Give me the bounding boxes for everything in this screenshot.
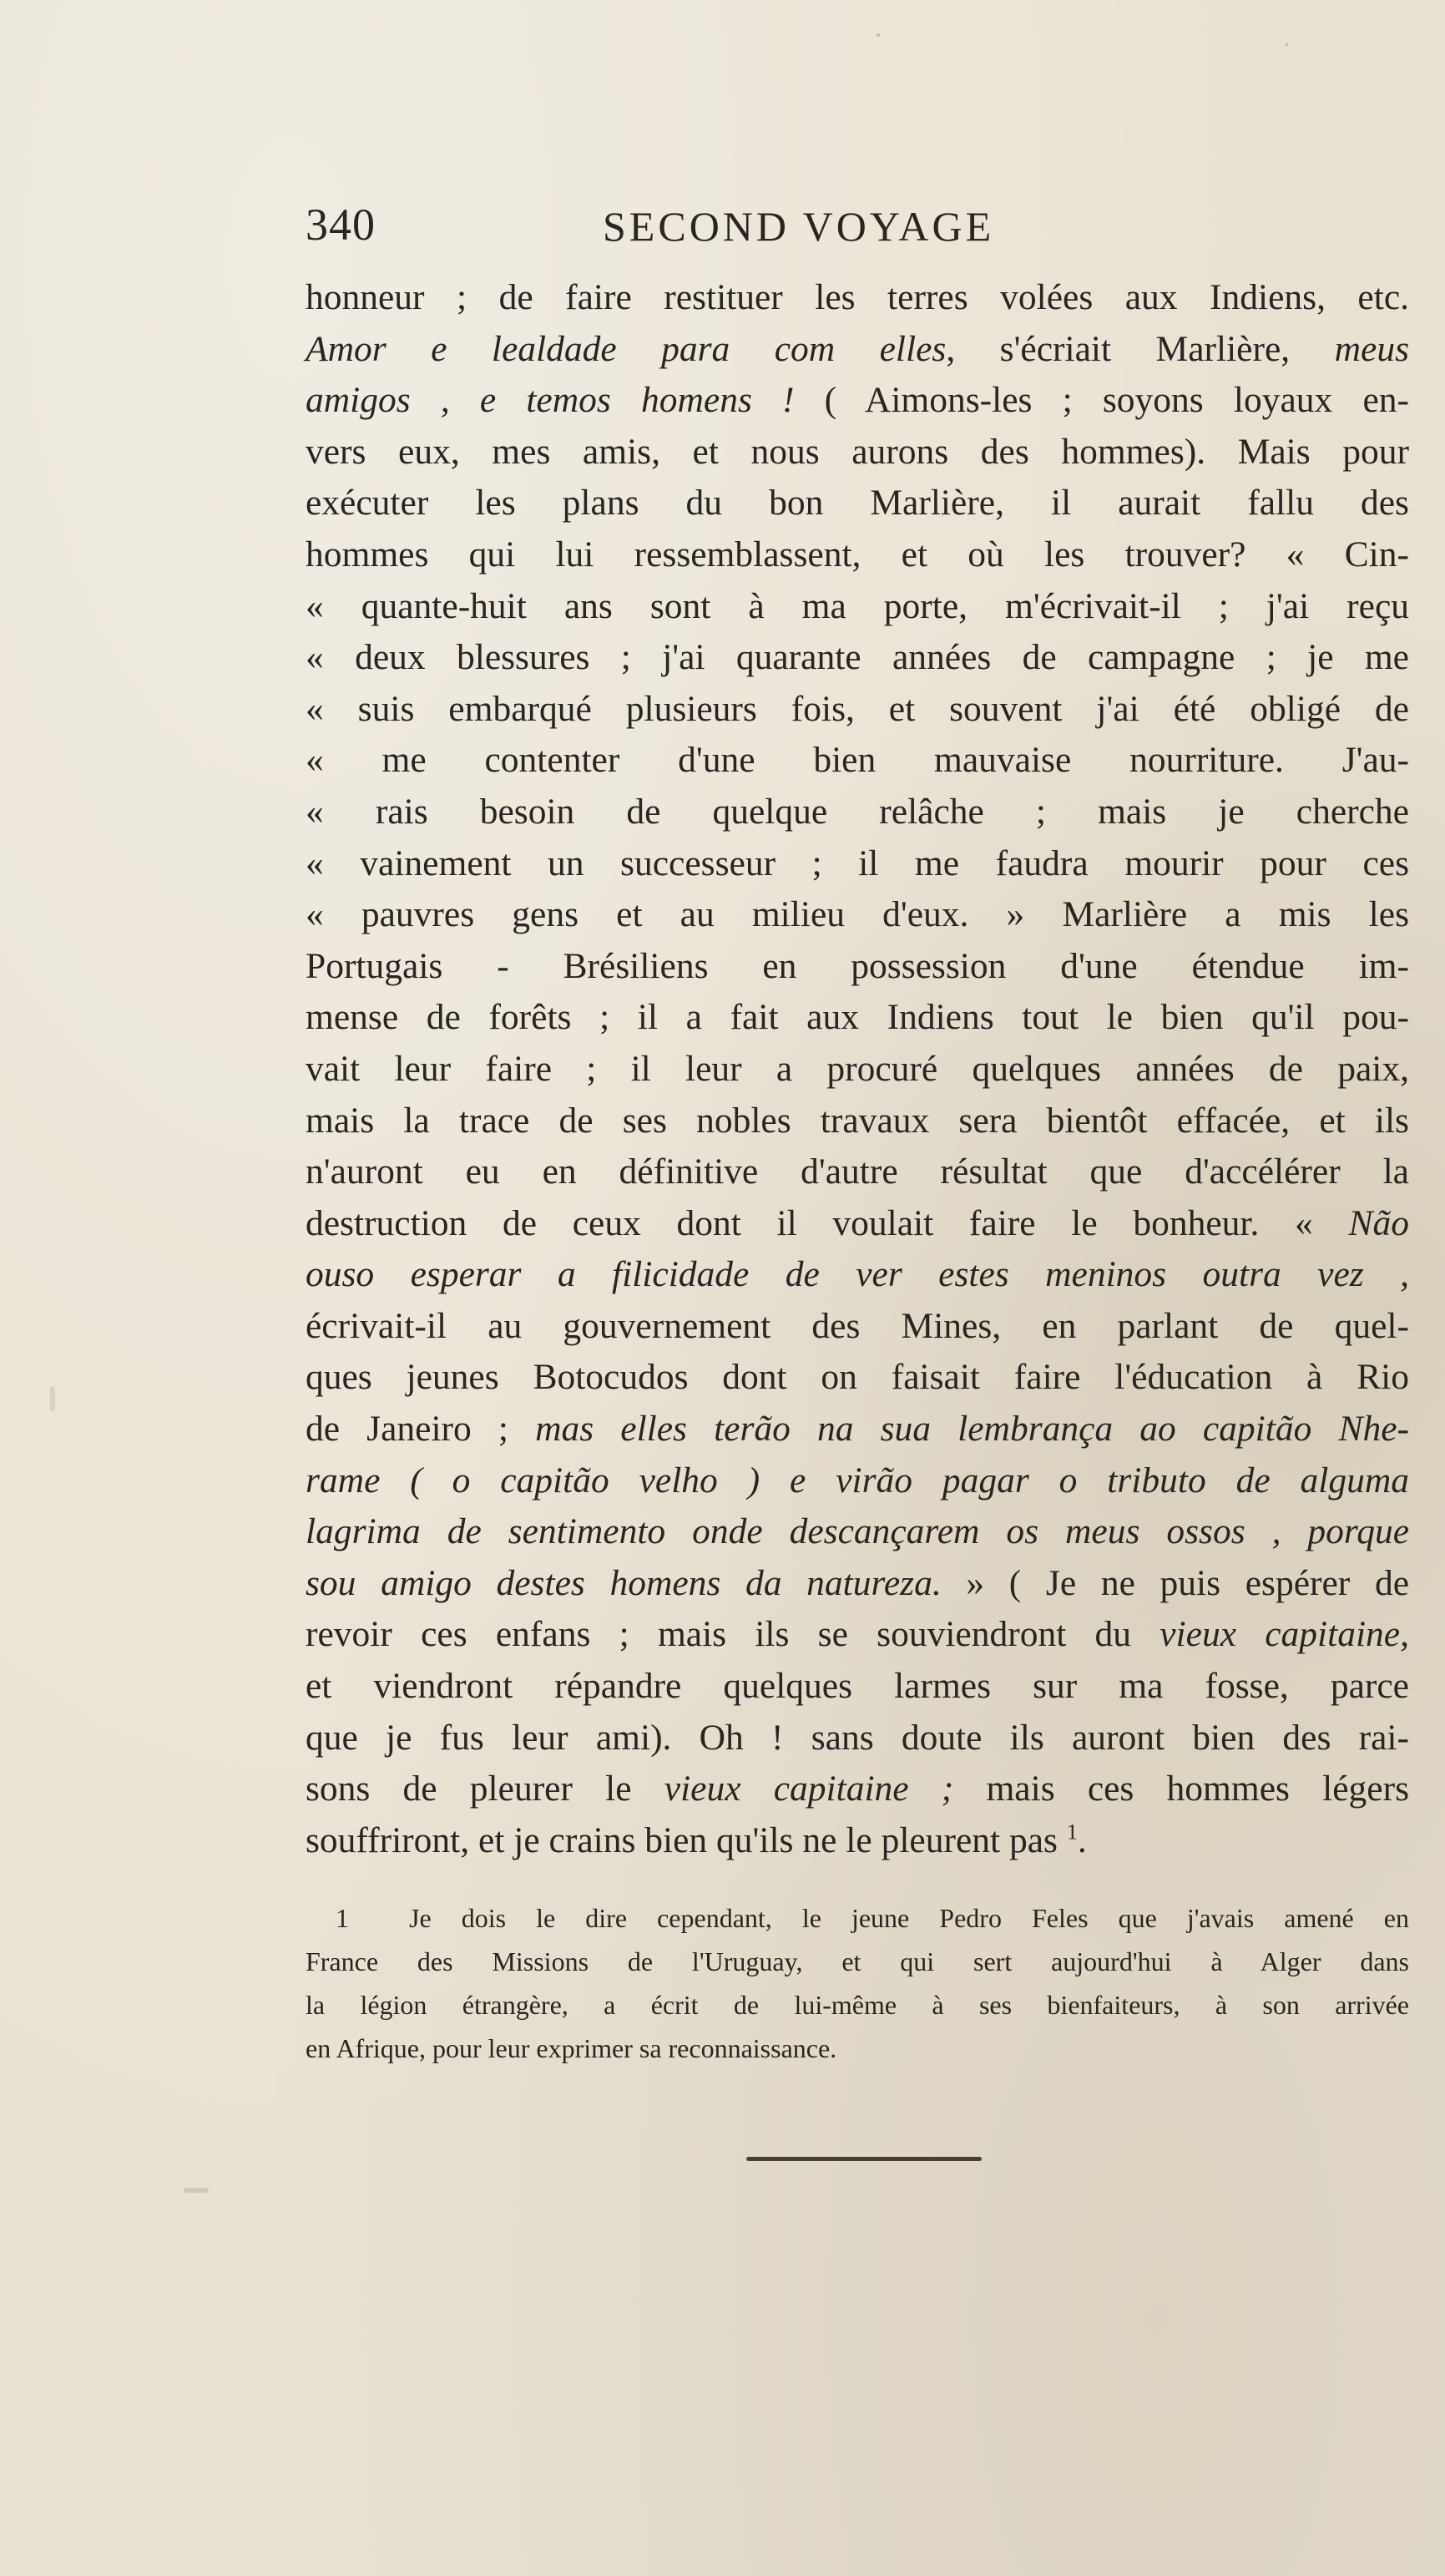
- text-line: [306, 1764, 1409, 1815]
- text-line: « rais besoin de quelque relâche ; mais je cherche: [306, 791, 1409, 832]
- text-line: [306, 1815, 1409, 1867]
- book-page: [306, 199, 1409, 2070]
- text-segment: » ( Je ne puis espérer de: [966, 1562, 1410, 1603]
- italic-phrase: vieux capitaine,: [1160, 1614, 1409, 1655]
- running-title: SECOND VOYAGE: [603, 203, 995, 250]
- footnote-line: France des Missions de l'Uruguay, et qui sert aujourd'hui à Alger dans: [306, 1946, 1409, 1977]
- text-segment: mais ces hommes légers: [986, 1769, 1410, 1809]
- text-line: exécuter les plans du bon Marlière, il aurait fallu des: [306, 483, 1409, 524]
- text-segment: , s'écriait Marlière,: [946, 328, 1291, 369]
- text-line: « deux blessures ; j'ai quarante années de campagne ; je me: [306, 637, 1409, 678]
- text-line: « quante-huit ans sont à ma porte, m'écrivait-il ; j'ai reçu: [306, 585, 1409, 626]
- text-line: vers eux, mes amis, et nous aurons des hommes). Mais pour: [306, 431, 1409, 472]
- text-line: ouso esperar a filicidade de ver estes meninos outra vez ,: [306, 1254, 1409, 1295]
- text-line: que je fus leur ami). Oh ! sans doute ils auront bien des rai-: [306, 1717, 1409, 1758]
- text-line: « me contenter d'une bien mauvaise nourriture. J'au-: [306, 740, 1409, 781]
- footnote-marker: 1: [336, 1903, 349, 1934]
- text-line: et viendront répandre quelques larmes sur ma fosse, parce: [306, 1666, 1409, 1707]
- text-segment: ( Aimons-les ; soyons loyaux en-: [824, 380, 1409, 421]
- italic-phrase: sou amigo destes homens da natureza.: [306, 1562, 942, 1603]
- text-line: [306, 375, 1409, 427]
- italic-phrase: mas elles terão na sua lembrança ao capitão Nhe-: [535, 1409, 1410, 1450]
- text-segment: destruction de ceux dont il voulait faire le bonheur. «: [306, 1202, 1313, 1243]
- page-number: 340: [306, 200, 376, 250]
- text-line: ques jeunes Botocudos dont on faisait faire l'éducation à Rio: [306, 1357, 1409, 1398]
- text-line: [306, 1404, 1409, 1455]
- text-line: n'auront eu en définitive d'autre résultat que d'accélérer la: [306, 1151, 1409, 1192]
- italic-phrase: Amor e lealdade para com elles: [306, 328, 947, 369]
- text-line: « suis embarqué plusieurs fois, et souvent j'ai été obligé de: [306, 688, 1409, 729]
- text-line: Portugais - Brésiliens en possession d'une étendue im-: [306, 945, 1409, 986]
- text-line: [306, 1558, 1409, 1610]
- text-line: mais la trace de ses nobles travaux sera bientôt effacée, et ils: [306, 1100, 1409, 1141]
- text-line: [306, 324, 1409, 376]
- text-line: vait leur faire ; il leur a procuré quelques années de paix,: [306, 1048, 1409, 1089]
- text-segment: revoir ces enfans ; mais ils se souviendront du: [306, 1614, 1132, 1655]
- text-line: [306, 1455, 1409, 1507]
- text-line: honneur ; de faire restituer les terres volées aux Indiens, etc.: [306, 277, 1409, 317]
- body-text: [306, 272, 1409, 1866]
- text-segment: .: [1077, 1819, 1087, 1860]
- running-head: [306, 199, 1409, 257]
- text-line: [306, 1198, 1409, 1250]
- italic-phrase: rame: [306, 1460, 381, 1501]
- footnote-line: [306, 1896, 1409, 1940]
- italic-phrase: amigos , e temos homens !: [306, 380, 795, 421]
- italic-phrase: Não: [1348, 1202, 1409, 1243]
- text-line: « pauvres gens et au milieu d'eux. » Marlière a mis les: [306, 894, 1409, 935]
- italic-phrase: e virão pagar o tributo de alguma: [790, 1460, 1410, 1501]
- italic-phrase: meus: [1334, 328, 1410, 369]
- footnote-line: en Afrique, pour leur exprimer sa reconnaissance.: [306, 2033, 837, 2064]
- footnote-text: Je dois le dire cependant, le jeune Pedro Feles que j'avais amené en: [409, 1903, 1409, 1934]
- text-line: lagrima de sentimento onde descançarem os meus ossos , porque: [306, 1511, 1409, 1552]
- text-segment: sons de pleurer le: [306, 1769, 632, 1809]
- text-line: [306, 1609, 1409, 1661]
- footnote-ref: 1: [1066, 1819, 1078, 1845]
- text-line: mense de forêts ; il a fait aux Indiens tout le bien qu'il pou-: [306, 997, 1409, 1038]
- section-rule: [746, 2157, 982, 2161]
- text-line: « vainement un successeur ; il me faudra mourir pour ces: [306, 843, 1409, 883]
- italic-phrase: vieux capitaine ;: [664, 1769, 954, 1809]
- footnote: [306, 1896, 1409, 2070]
- footnote-line: la légion étrangère, a écrit de lui-même à ses bienfaiteurs, à son arrivée: [306, 1990, 1409, 2021]
- text-line: hommes qui lui ressemblassent, et où les trouver? « Cin-: [306, 534, 1409, 574]
- text-segment: de Janeiro ;: [306, 1409, 508, 1450]
- text-line: écrivait-il au gouvernement des Mines, en parlant de quel-: [306, 1305, 1409, 1346]
- italic-phrase: ( o capitão velho ): [410, 1460, 760, 1501]
- text-segment: souffriront, et je crains bien qu'ils ne le pleurent pas: [306, 1819, 1058, 1860]
